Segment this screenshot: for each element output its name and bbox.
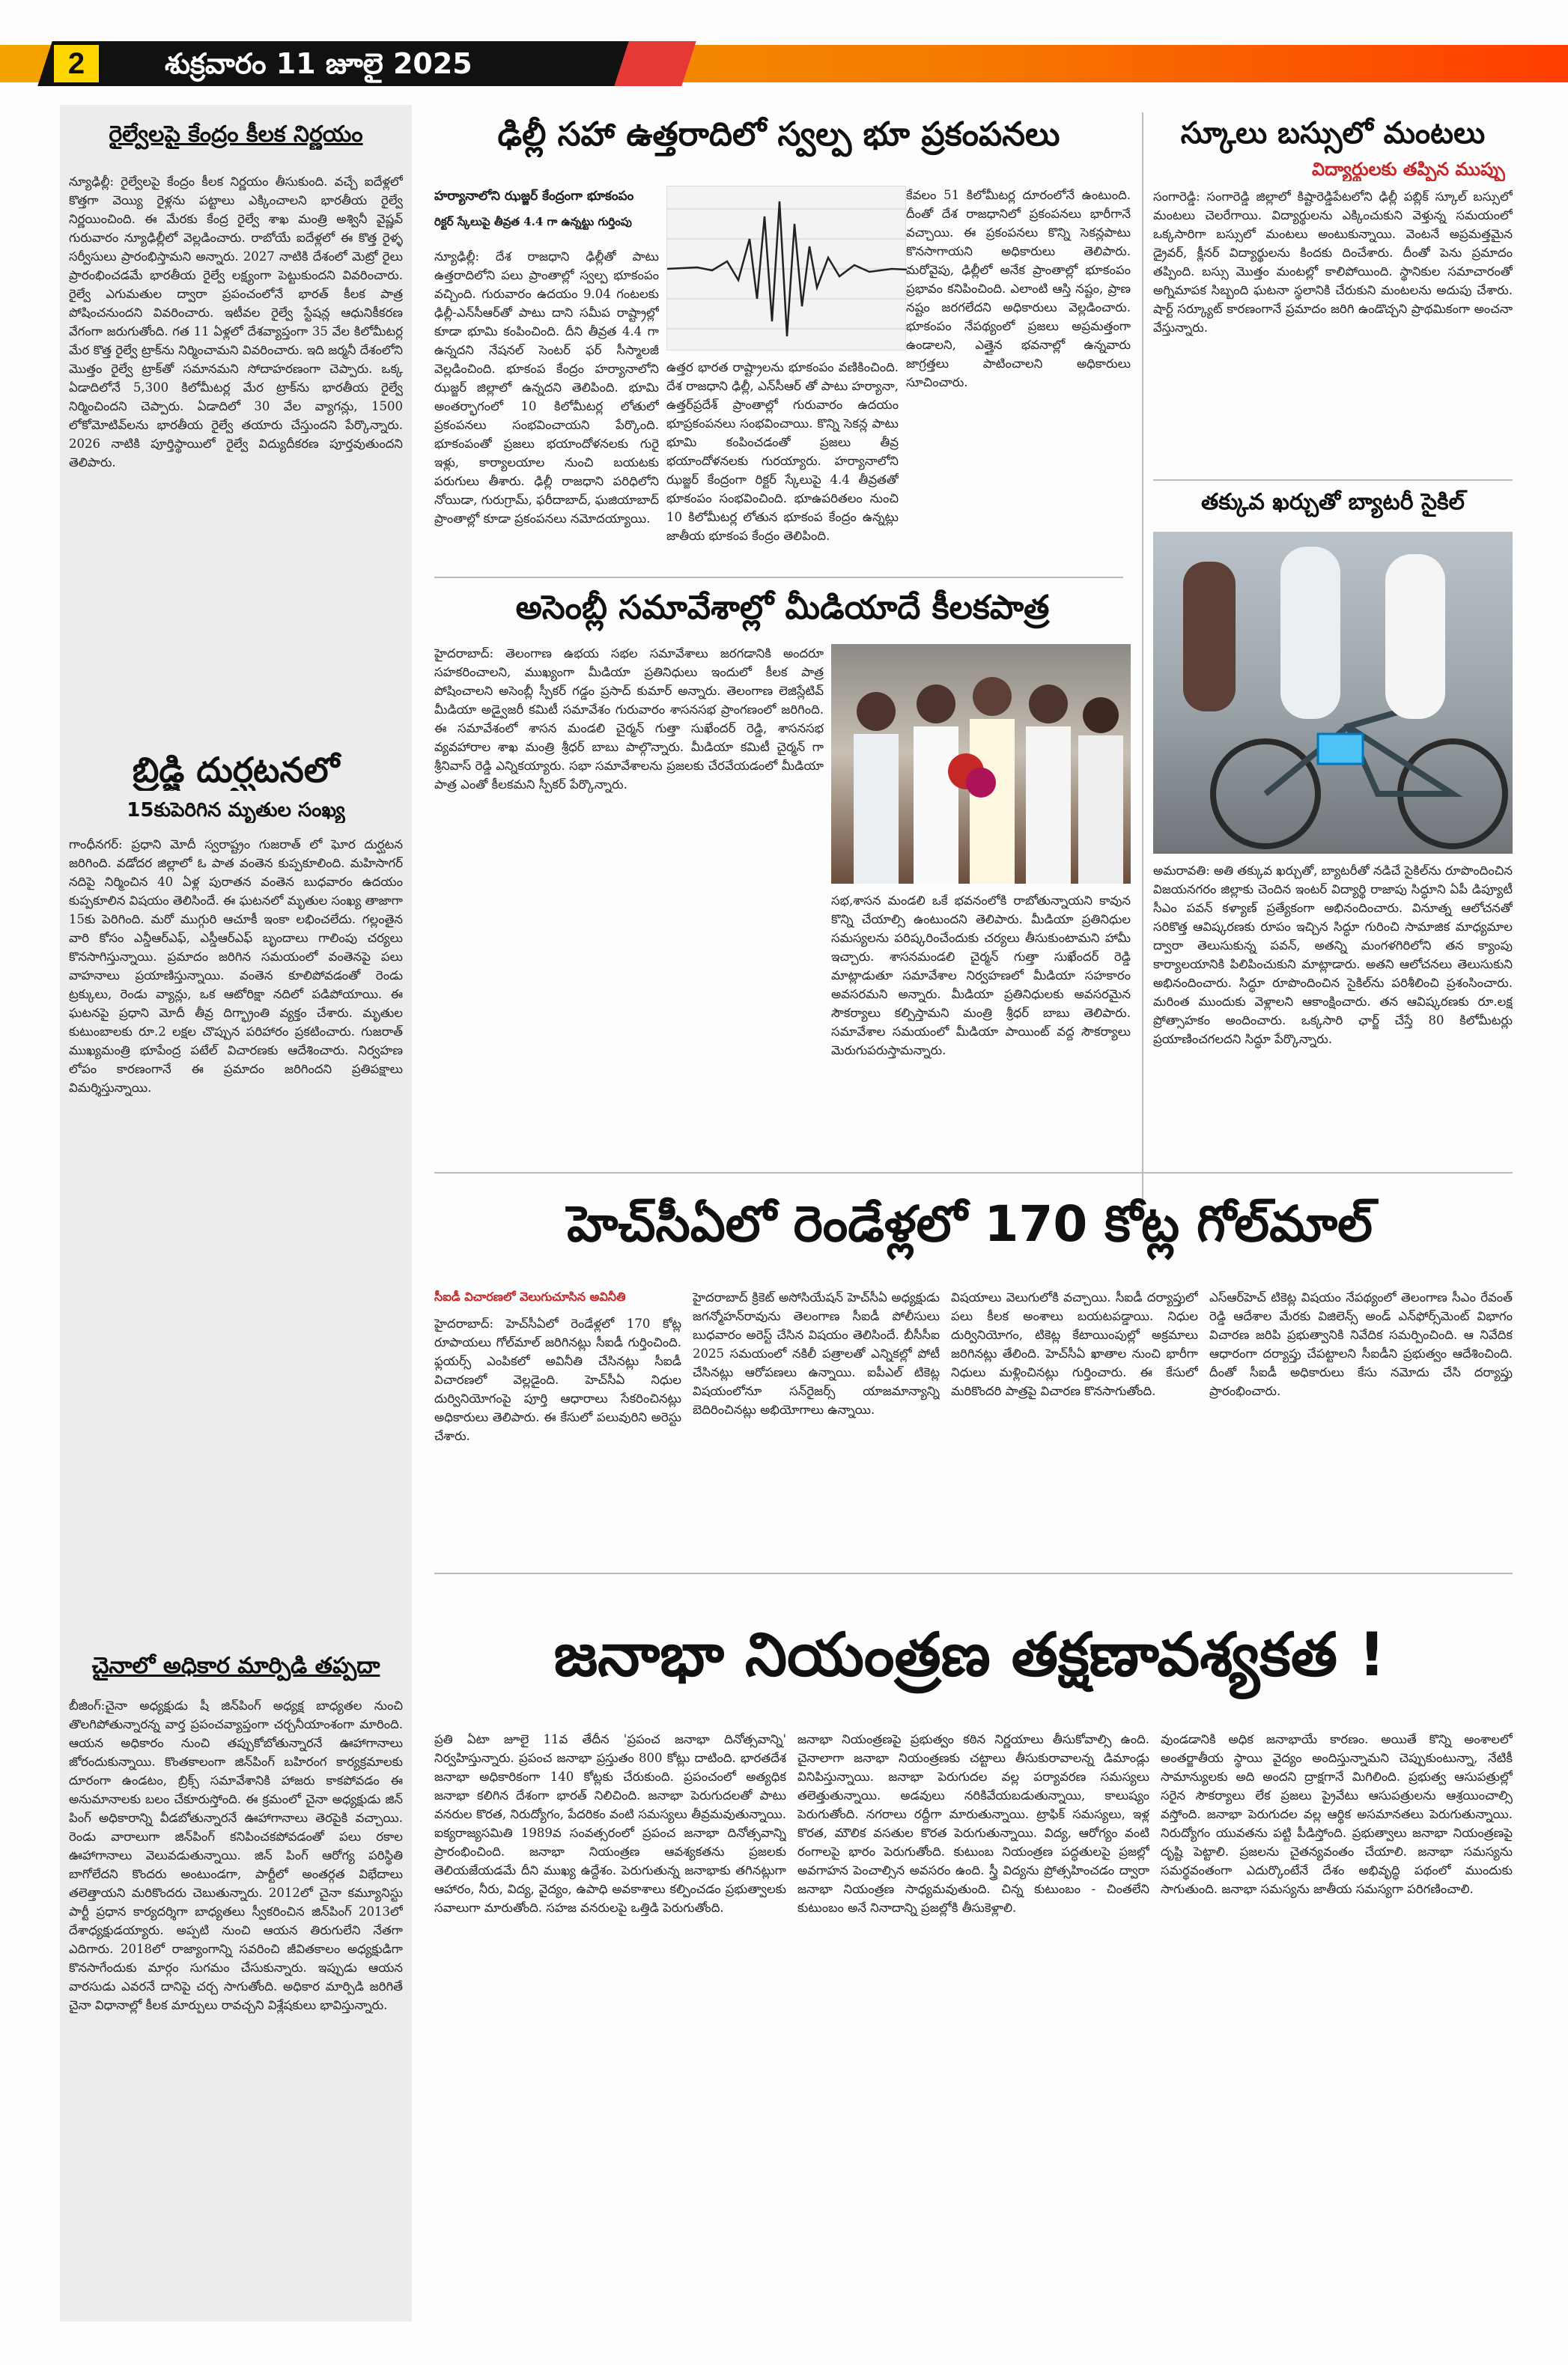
quake-kicker-2: రిక్టర్ స్కేలుపై తీవ్రత 4.4 గా ఉన్నట్టు గుర్తింపు [434, 215, 632, 228]
china-body: బీజింగ్:చైనా అధ్యక్షుడు షీ జిన్‌పింగ్ అధ్యక్ష బాధ్యతల నుంచి తొలగిపోతున్నారన్న వార్త ప్రపంచవ్యాప్తంగా చర్చనీయాంశంగా మారింది. ఆయన అధికారం నుంచి తప్పుకోబోతున్నారనే ఊహాగానాలు జోరందుకున్నాయి. కొంతకాలంగా జిన్‌పింగ్ బహిరంగ కార్యక్రమాలకు దూరంగా ఉండటం, బ్రిక్స్ సమావేశానికి హాజరు కాకపోవడం ఈ అనుమానాలకు బలం చేకూరుస్తోంది. ఈ క్రమంలో చైనా అధ్యక్షుడు జిన్ పింగ్ అధికారాన్ని వీడబోతున్నారనే ఊహాగానాలు తెరపైకి వచ్చాయి. రెండు వారాలుగా జిన్‌పింగ్ కనిపించకపోవడంతో పలు రకాల ఊహాగానాలు వెలువడుతున్నాయి. జిన్ పింగ్ ఆరోగ్య పరిస్థితి బాగోలేదని కొందరు అంటుండగా, పార్టీలో అంతర్గత విభేదాలు తలెత్తాయని మరికొందరు చెబుతున్నారు. 2012లో చైనా కమ్యూనిస్టు పార్టీ ప్రధాన కార్యదర్శిగా బాధ్యతలు స్వీకరించిన జిన్‌పింగ్ 2013లో దేశాధ్యక్షుడయ్యారు. అప్పటి నుంచి ఆయన తిరుగులేని నేతగా ఎదిగారు. 2018లో రాజ్యాంగాన్ని సవరించి జీవితకాలం అధ్యక్షుడిగా కొనసాగేందుకు మార్గం సుగమం చేసుకున్నారు. ఇప్పుడు ఆయన వారసుడు ఎవరనే దానిపై చర్చ సాగుతోంది. అధికార మార్పిడి జరిగితే చైనా విధానాల్లో కీలక మార్పులు రావచ్చని విశ్లేషకులు భావిస్తున్నారు. [69, 1698, 403, 2012]
hca-headline: హెచ్‌సీఏలో రెండేళ్లలో 170 కోట్ల గోల్‌మాల్ [567, 1195, 1373, 1253]
seismograph-icon [667, 186, 907, 351]
quake-kicker: హర్యానాలోని ఝజ్జర్ కేంద్రంగా భూకంపం [434, 189, 634, 204]
assembly-body-1: హైదరాబాద్: తెలంగాణ ఉభయ సభల సమావేశాలు జరగడానికి అందరూ సహకరించాలని, ముఖ్యంగా మీడియా ప్రతినిధులు ఇందులో కీలక పాత్ర పోషించాలని అసెంబ్లీ స్పీకర్ గడ్డం ప్రసాద్ కుమార్ అన్నారు. తెలంగాణ లెజిస్లేటివ్ మీడియా అడ్వైజరీ కమిటీ సమావేశం గురువారం శాసనసభ ప్రాంగణంలో జరిగింది. ఈ సమావేశంలో శాసన మండలి చైర్మన్ గుత్తా సుఖేందర్ రెడ్డి, శాసనసభ వ్యవహారాల శాఖ మంత్రి శ్రీధర్ బాబు పాల్గొన్నారు. మీడియా కమిటీ చైర్మన్ గా శ్రీనివాస్ రెడ్డి ఎన్నికయ్యారు. సభా సమావేశాలను ప్రజలకు చేరవేయడంలో మీడియా పాత్ర ఎంతో కీలకమని స్పీకర్ పేర్కొన్నారు. [434, 646, 824, 792]
population-body-3: వుండడానికి అధిక జనాభాయే కారణం. అయితే కొన్ని అంశాలలో అంతర్జాతీయ స్థాయి వైద్యం అందిస్తున్నామని చెప్పుకుంటున్నా, నేటికీ సామాన్యులకు అది అందని ద్రాక్షగానే మిగిలింది. ప్రభుత్వ ఆసుపత్రుల్లో సరైన సౌకర్యాలు లేక ప్రజలు ప్రైవేటు ఆసుపత్రులను ఆశ్రయించాల్సి వస్తోంది. జనాభా పెరుగుదల వల్ల ఆర్థిక అసమానతలు పెరుగుతున్నాయి. నిరుద్యోగం యువతను పట్టి పీడిస్తోంది. ప్రభుత్వాలు జనాభా నియంత్రణపై దృష్టి పెట్టాలి. ప్రజలను చైతన్యవంతం చేయాలి. జనాభా సమస్యను సమర్థవంతంగా ఎదుర్కొంటేనే దేశం అభివృద్ధి పథంలో ముందుకు సాగుతుంది. జనాభా సమస్యను జాతీయ సమస్యగా పరిగణించాలి. [1161, 1732, 1513, 1896]
seismograph-image [666, 186, 906, 350]
quake-body-3: కేవలం 51 కిలోమీటర్ల దూరంలోనే ఉంటుంది. దీంతో దేశ రాజధానిలో ప్రకంపనలు భారీగానే వచ్చాయి. ఈ ప్రకంపనలు కొన్ని సెకన్లపాటు కొనసాగాయని అధికారులు తెలిపారు. మరోవైపు, ఢిల్లీలో అనేక ప్రాంతాల్లో భూకంపం ప్రభావం కనిపించింది. ఎలాంటి ఆస్తి నష్టం, ప్రాణ నష్టం జరగలేదని అధికారులు వెల్లడించారు. భూకంపం నేపథ్యంలో ప్రజలు అప్రమత్తంగా ఉండాలని, ఎత్తైన భవనాల్లో ఉన్నవారు జాగ్రత్తలు పాటించాలని అధికారులు సూచించారు. [906, 188, 1131, 389]
population-body-2: జనాభా నియంత్రణపై ప్రభుత్వం కఠిన నిర్ణయాలు తీసుకోవాల్సి ఉంది. చైనాలాగా జనాభా నియంత్రణకు చట్టాలు తీసుకురావాలన్న డిమాండ్లు వినిపిస్తున్నాయి. జనాభా పెరుగుదల వల్ల పర్యావరణ సమస్యలు తలెత్తుతున్నాయి. అడవులు నరికివేయబడుతున్నాయి, కాలుష్యం పెరుగుతోంది. నగరాలు రద్దీగా మారుతున్నాయి. ట్రాఫిక్ సమస్యలు, ఇళ్ల కొరత, మౌలిక వసతుల కొరత పెరుగుతున్నాయి. విద్య, ఆరోగ్యం వంటి రంగాలపై భారం పెరుగుతోంది. కుటుంబ నియంత్రణ పద్ధతులపై ప్రజల్లో అవగాహన పెంచాల్సిన అవసరం ఉంది. స్త్రీ విద్యను ప్రోత్సహించడం ద్వారా జనాభా నియంత్రణ సాధ్యమవుతుంది. చిన్న కుటుంబం - చింతలేని కుటుంబం అనే నినాదాన్ని ప్రజల్లోకి తీసుకెళ్లాలి. [797, 1732, 1149, 1915]
quake-headline: ఢిల్లీ సహా ఉత్తరాదిలో స్వల్ప భూ ప్రకంపనలు [497, 115, 1060, 154]
assembly-body-2: సభ,శాసన మండలి ఒకే భవనంలోకి రాబోతున్నాయని కావున కొన్ని చేయాల్సి ఉంటుందని తెలిపారు. మీడియా ప్రతినిధుల సమస్యలను పరిష్కరించేందుకు చర్యలు తీసుకుంటామని హామీ ఇచ్చారు. శాసనమండలి చైర్మన్ గుత్తా సుఖేందర్ రెడ్డి మాట్లాడుతూ సమావేశాల నిర్వహణలో మీడియా సహకారం అవసరమని అన్నారు. మీడియా ప్రతినిధులకు అవసరమైన సౌకర్యాలు కల్పిస్తామని మంత్రి శ్రీధర్ బాబు తెలిపారు. సమావేశాల సమయంలో మీడియా పాయింట్ వద్ద సౌకర్యాలు మెరుగుపరుస్తామన్నారు. [831, 893, 1131, 1057]
hca-body-3: విషయాలు వెలుగులోకి వచ్చాయి. సీఐడీ దర్యాప్తులో పలు కీలక అంశాలు బయటపడ్డాయి. నిధుల దుర్వినియోగం, టికెట్ల కేటాయింపుల్లో అక్రమాలు జరిగినట్లు తేలింది. హెచ్‌సీఏ ఖాతాల నుంచి భారీగా నిధులు మళ్లించినట్లు గుర్తించారు. ఈ కేసులో మరికొందరి పాత్రపై విచారణ కొనసాగుతోంది. [951, 1290, 1198, 1398]
issue-date: శుక్రవారం 11 జూలై 2025 [165, 47, 472, 80]
cycle-photo [1153, 532, 1513, 854]
hca-body-4: ఎస్‌ఆర్‌హెచ్ టికెట్ల విషయం నేపథ్యంలో తెలంగాణ సీఎం రేవంత్ రెడ్డి ఆదేశాల మేరకు విజిలెన్స్ అండ్ ఎన్‌ఫోర్స్‌మెంట్ విభాగం విచారణ జరిపి ప్రభుత్వానికి నివేదిక సమర్పించింది. ఆ నివేదిక ఆధారంగా దర్యాప్తు చేపట్టాలని సీఐడీని ప్రభుత్వం ఆదేశించింది. దీంతో సీఐడీ అధికారులు కేసు నమోదు చేసి దర్యాప్తు ప్రారంభించారు. [1209, 1290, 1513, 1398]
bus-headline: స్కూలు బస్సులో మంటలు [1180, 116, 1486, 151]
assembly-headline: అసెంబ్లీ సమావేశాల్లో మీడియాదే కీలకపాత్ర [515, 589, 1050, 627]
rail-body: న్యూఢిల్లీ: రైల్వేలపై కేంద్రం కీలక నిర్ణయం తీసుకుంది. వచ్చే ఐదేళ్లలో కొత్తగా వెయ్యి రైళ్లను పట్టాలు ఎక్కించాలని భారతీయ రైల్వే నిర్ణయించింది. ఈ మేరకు కేంద్ర రైల్వే శాఖ మంత్రి అశ్వినీ వైష్ణవ్ గురువారం న్యూఢిల్లీలో వెల్లడించారు. రాబోయే ఐదేళ్లలో ఈ కొత్త రైళ్ళ సర్వీసులు ప్రారంభిస్తామని అన్నారు. 2027 నాటికి దేశంలో మెట్రో రైలు ప్రారంభించడమే భారతీయ రైల్వే లక్ష్యంగా పెట్టుకుందని వివరించారు. రైల్వే ఎగుమతుల ద్వారా ప్రపంచంలోనే భారత్ కీలక పాత్ర పోషించనుందని వివరించారు. ఇటీవల రైల్వే స్టేషన్ల ఆధునికీకరణ వేగంగా జరుగుతోంది. గత 11 ఏళ్లలో దేశవ్యాప్తంగా 35 వేల కిలోమీటర్ల మేర కొత్త రైల్వే ట్రాక్‌ను నిర్మించామని వివరించారు. ఇది జర్మనీ దేశంలోని మొత్తం రైల్వే ట్రాక్‌తో సమానమని సోదాహరణంగా చెప్పారు. ఒక్క ఏడాదిలోనే 5,300 కిలోమీటర్ల మేర ట్రాక్‌ను భారతీయ రైల్వే నిర్మించిందని చెప్పారు. ఏడాదిలో 30 వేల వ్యాగన్లు, 1500 లోకోమోటివ్‌లను భారతీయ రైల్వే తయారు చేస్తుందని పేర్కొన్నారు. 2026 నాటికి పూర్తిస్థాయిలో రైల్వే విద్యుదీకరణ పూర్తవుతుందని తెలిపారు. [69, 174, 403, 470]
population-headline: జనాభా నియంత్రణ తక్షణావశ్యకత ! [553, 1620, 1386, 1689]
cycle-headline: తక్కువ ఖర్చుతో బ్యాటరీ సైకిల్ [1201, 489, 1465, 515]
bridge-subhead: 15కుపెరిగిన మృతుల సంఖ్య [127, 799, 345, 822]
divider [1142, 112, 1143, 1221]
bridge-headline: బ్రిడ్జి దుర్ఘటనలో [132, 750, 340, 790]
hca-body-2: హైదరాబాద్ క్రికెట్ అసోసియేషన్ హెచ్‌సీఏ అధ్యక్షుడు జగన్మోహన్‌రావును తెలంగాణ సీఐడీ పోలీసులు బుధవారం అరెస్ట్ చేసిన విషయం తెలిసిందే. బీసీసీఐ 2025 సమయంలో నకిలీ పత్రాలతో ఎన్నికల్లో పోటీ చేసినట్లు ఆరోపణలు ఉన్నాయి. ఐపీఎల్ టికెట్ల విషయంలోనూ సన్‌రైజర్స్ యాజమాన్యాన్ని బెదిరించినట్లు అభియోగాలు ఉన్నాయి. [693, 1290, 940, 1417]
masthead [0, 0, 1568, 90]
bicycle-icon [1153, 532, 1513, 854]
divider [1153, 479, 1513, 481]
rail-headline: రైల్వేలపై కేంద్రం కీలక నిర్ణయం [109, 121, 363, 148]
hca-kicker: సీఐడీ విచారణలో వెలుగుచూసిన అవినీతి [434, 1290, 626, 1304]
bus-body: సంగారెడ్డి: సంగారెడ్డి జిల్లాలో కిష్టారెడ్డిపేటలోని ఢిల్లీ పబ్లిక్ స్కూల్ బస్సులో మంటలు చెలరేగాయి. విద్యార్థులను ఎక్కించుకుని వెళ్తున్న సమయంలో ఒక్కసారిగా బస్సులో మంటలు అంటుకున్నాయి. వెంటనే అప్రమత్తమైన డ్రైవర్, క్లీనర్ విద్యార్థులను కిందకు దించేశారు. దీంతో పెను ప్రమాదం తప్పింది. బస్సు మొత్తం మంటల్లో కాలిపోయింది. స్థానికుల సమాచారంతో అగ్నిమాపక సిబ్బంది ఘటనా స్థలానికి చేరుకుని మంటలను అదుపు చేశారు. షార్ట్ సర్క్యూట్ కారణంగానే ప్రమాదం జరిగి ఉండొచ్చని ప్రాథమికంగా అంచనా వేస్తున్నారు. [1153, 189, 1513, 335]
population-body-1: ప్రతి ఏటా జూలై 11వ తేదీన 'ప్రపంచ జనాభా దినోత్సవాన్ని' నిర్వహిస్తున్నారు. ప్రపంచ జనాభా ప్రస్తుతం 800 కోట్లు దాటింది. భారతదేశ జనాభా అధికారికంగా 140 కోట్లకు చేరుకుంది. ప్రపంచంలో అత్యధిక జనాభా కలిగిన దేశంగా భారత్ నిలిచింది. జనాభా పెరుగుదలతో పాటు వనరుల కొరత, నిరుద్యోగం, పేదరికం వంటి సమస్యలు తీవ్రమవుతున్నాయి. ఐక్యరాజ్యసమితి 1989వ సంవత్సరంలో ప్రపంచ జనాభా దినోత్సవాన్ని ప్రారంభించింది. జనాభా నియంత్రణ ఆవశ్యకతను ప్రజలకు తెలియజేయడమే దీని ముఖ్య ఉద్దేశం. పెరుగుతున్న జనాభాకు తగినట్లుగా ఆహారం, నీరు, విద్య, వైద్యం, ఉపాధి అవకాశాలు కల్పించడం ప్రభుత్వాలకు సవాలుగా మారుతోంది. సహజ వనరులపై ఒత్తిడి పెరుగుతోంది. [434, 1732, 786, 1915]
group-photo-icon [831, 644, 1131, 884]
quake-body-2: ఉత్తర భారత రాష్ట్రాలను భూకంపం వణికించింది. దేశ రాజధాని ఢిల్లీ, ఎన్‌సీఆర్ తో పాటు హర్యానా, ఉత్తర్‌ప్రదేశ్ ప్రాంతాల్లో గురువారం ఉదయం భూప్రకంపనలు సంభవించాయి. కొన్ని సెకన్ల పాటు భూమి కంపించడంతో ప్రజలు తీవ్ర భయాందోళనలకు గురయ్యారు. హర్యానాలోని ఝజ్జర్ కేంద్రంగా రిక్టర్ స్కేలుపై 4.4 తీవ్రతతో భూకంపం సంభవించింది. భూఉపరితలం నుంచి 10 కిలోమీటర్ల లోతున భూకంప కేంద్రం ఉన్నట్లు జాతీయ భూకంప కేంద్రం తెలిపింది. [666, 360, 899, 543]
cycle-body: అమరావతి: అతి తక్కువ ఖర్చుతో, బ్యాటరీతో నడిచే సైకిల్‌ను రూపొందించిన విజయనగరం జిల్లాకు చెందిన ఇంటర్ విద్యార్థి రాజాపు సిద్ధూని ఏపీ డిప్యూటీ సీఎం పవన్ కళ్యాణ్ ప్రత్యేకంగా అభినందించారు. వినూత్న ఆలోచనతో సరికొత్త ఆవిష్కరణకు రూపం ఇచ్చిన సిద్ధూ గురించి సామాజిక మాధ్యమాల ద్వారా తెలుసుకున్న పవన్, అతన్ని మంగళగిరిలోని తన క్యాంపు కార్యాలయానికి పిలిపించుకుని మాట్లాడారు. అతని ఆలోచనలు తెలుసుకుని అభినందించారు. సిద్ధూ రూపొందించిన సైకిల్‌ను పరిశీలించి ప్రశంసించారు. మరింత ముందుకు వెళ్లాలని ఆకాంక్షించారు. తన ఆవిష్కరణకు రూ.లక్ష ప్రోత్సాహకం అందించారు. ఒక్కసారి ఛార్జ్ చేస్తే 80 కిలోమీటర్లు ప్రయాణించగలదని సిద్ధూ పేర్కొన్నారు. [1153, 863, 1513, 1046]
quake-body-1: న్యూఢిల్లీ: దేశ రాజధాని ఢిల్లీతో పాటు ఉత్తరాదిలోని పలు ప్రాంతాల్లో స్వల్ప భూకంపం వచ్చింది. గురువారం ఉదయం 9.04 గంటలకు ఢిల్లీ-ఎన్‌సీఆర్‌తో పాటు దాని సమీప రాష్ట్రాల్లో కూడా భూమి కంపించింది. దీని తీవ్రత 4.4 గా ఉన్నదని నేషనల్ సెంటర్ ఫర్ సీస్మాలజీ వెల్లడించింది. భూకంప కేంద్రం హర్యానాలోని ఝజ్జర్ జిల్లాలో ఉన్నదని తెలిపింది. భూమి అంతర్భాగంలో 10 కిలోమీటర్ల లోతులో ప్రకంపనలు సంభవించాయని పేర్కొంది. భూకంపంతో ప్రజలు భయాందోళనలకు గురై ఇళ్లు, కార్యాలయాల నుంచి బయటకు పరుగులు తీశారు. ఢిల్లీ రాజధాని పరిధిలోని నోయిడా, గురుగ్రామ్, ఫరీదాబాద్, ఘజియాబాద్ ప్రాంతాల్లో కూడా ప్రకంపనలు నమోదయ్యాయి. [434, 249, 659, 526]
divider [434, 577, 1123, 578]
divider [434, 1573, 1513, 1574]
assembly-body-1-cont [434, 831, 824, 1161]
divider [434, 1172, 1513, 1174]
assembly-photo [831, 644, 1131, 884]
bus-subhead: విద్యార్థులకు తప్పిన ముప్పు [1312, 159, 1505, 180]
bridge-body: గాంధీనగర్: ప్రధాని మోదీ స్వరాష్ట్రం గుజరాత్ లో ఘోర దుర్ఘటన జరిగింది. వడోదర జిల్లాలో ఓ పాత వంతెన కుప్పకూలింది. మహిసాగర్ నదిపై నిర్మించిన 40 ఏళ్ల పురాతన వంతెన బుధవారం ఉదయం కుప్పకూలిన విషయం తెలిసిందే. ఈ ఘటనలో మృతుల సంఖ్య తాజాగా 15కు పెరిగింది. మరో ముగ్గురి ఆచూకీ ఇంకా లభించలేదు. గల్లంతైన వారి కోసం ఎన్డీఆర్ఎఫ్, ఎస్డీఆర్ఎఫ్ బృందాలు గాలింపు చర్యలు కొనసాగిస్తున్నాయి. ప్రమాదం జరిగిన సమయంలో వంతెనపై పలు వాహనాలు ప్రయాణిస్తున్నాయి. వంతెన కూలిపోవడంతో రెండు ట్రక్కులు, రెండు వ్యాన్లు, ఒక ఆటోరిక్షా నదిలో పడిపోయాయి. ఈ ఘటనపై ప్రధాని మోదీ తీవ్ర దిగ్భ్రాంతి వ్యక్తం చేశారు. మృతుల కుటుంబాలకు రూ.2 లక్షల చొప్పున పరిహారం ప్రకటించారు. గుజరాత్ ముఖ్యమంత్రి భూపేంద్ర పటేల్ విచారణకు ఆదేశించారు. నిర్వహణ లోపం కారణంగానే ఈ ప్రమాదం జరిగిందని ప్రతిపక్షాలు విమర్శిస్తున్నాయి. [69, 837, 403, 1095]
hca-body-1: హైదరాబాద్: హెచ్‌సీఏలో రెండేళ్లలో 170 కోట్ల రూపాయలు గోల్‌మాల్ జరిగినట్లు సీఐడీ గుర్తించింది. ఫ్లయర్స్ ఎంపికలో అవినీతి చేసినట్లు సీఐడీ విచారణలో వెల్లడైంది. హెచ్‌సీఏ నిధుల దుర్వినియోగంపై పూర్తి ఆధారాలు సేకరించినట్లు అధికారులు తెలిపారు. ఈ కేసులో పలువురిని అరెస్టు చేశారు. [434, 1317, 681, 1443]
page-number: 2 [54, 45, 99, 82]
china-headline: చైనాలో అధికార మార్పిడి తప్పదా [91, 1653, 380, 1679]
